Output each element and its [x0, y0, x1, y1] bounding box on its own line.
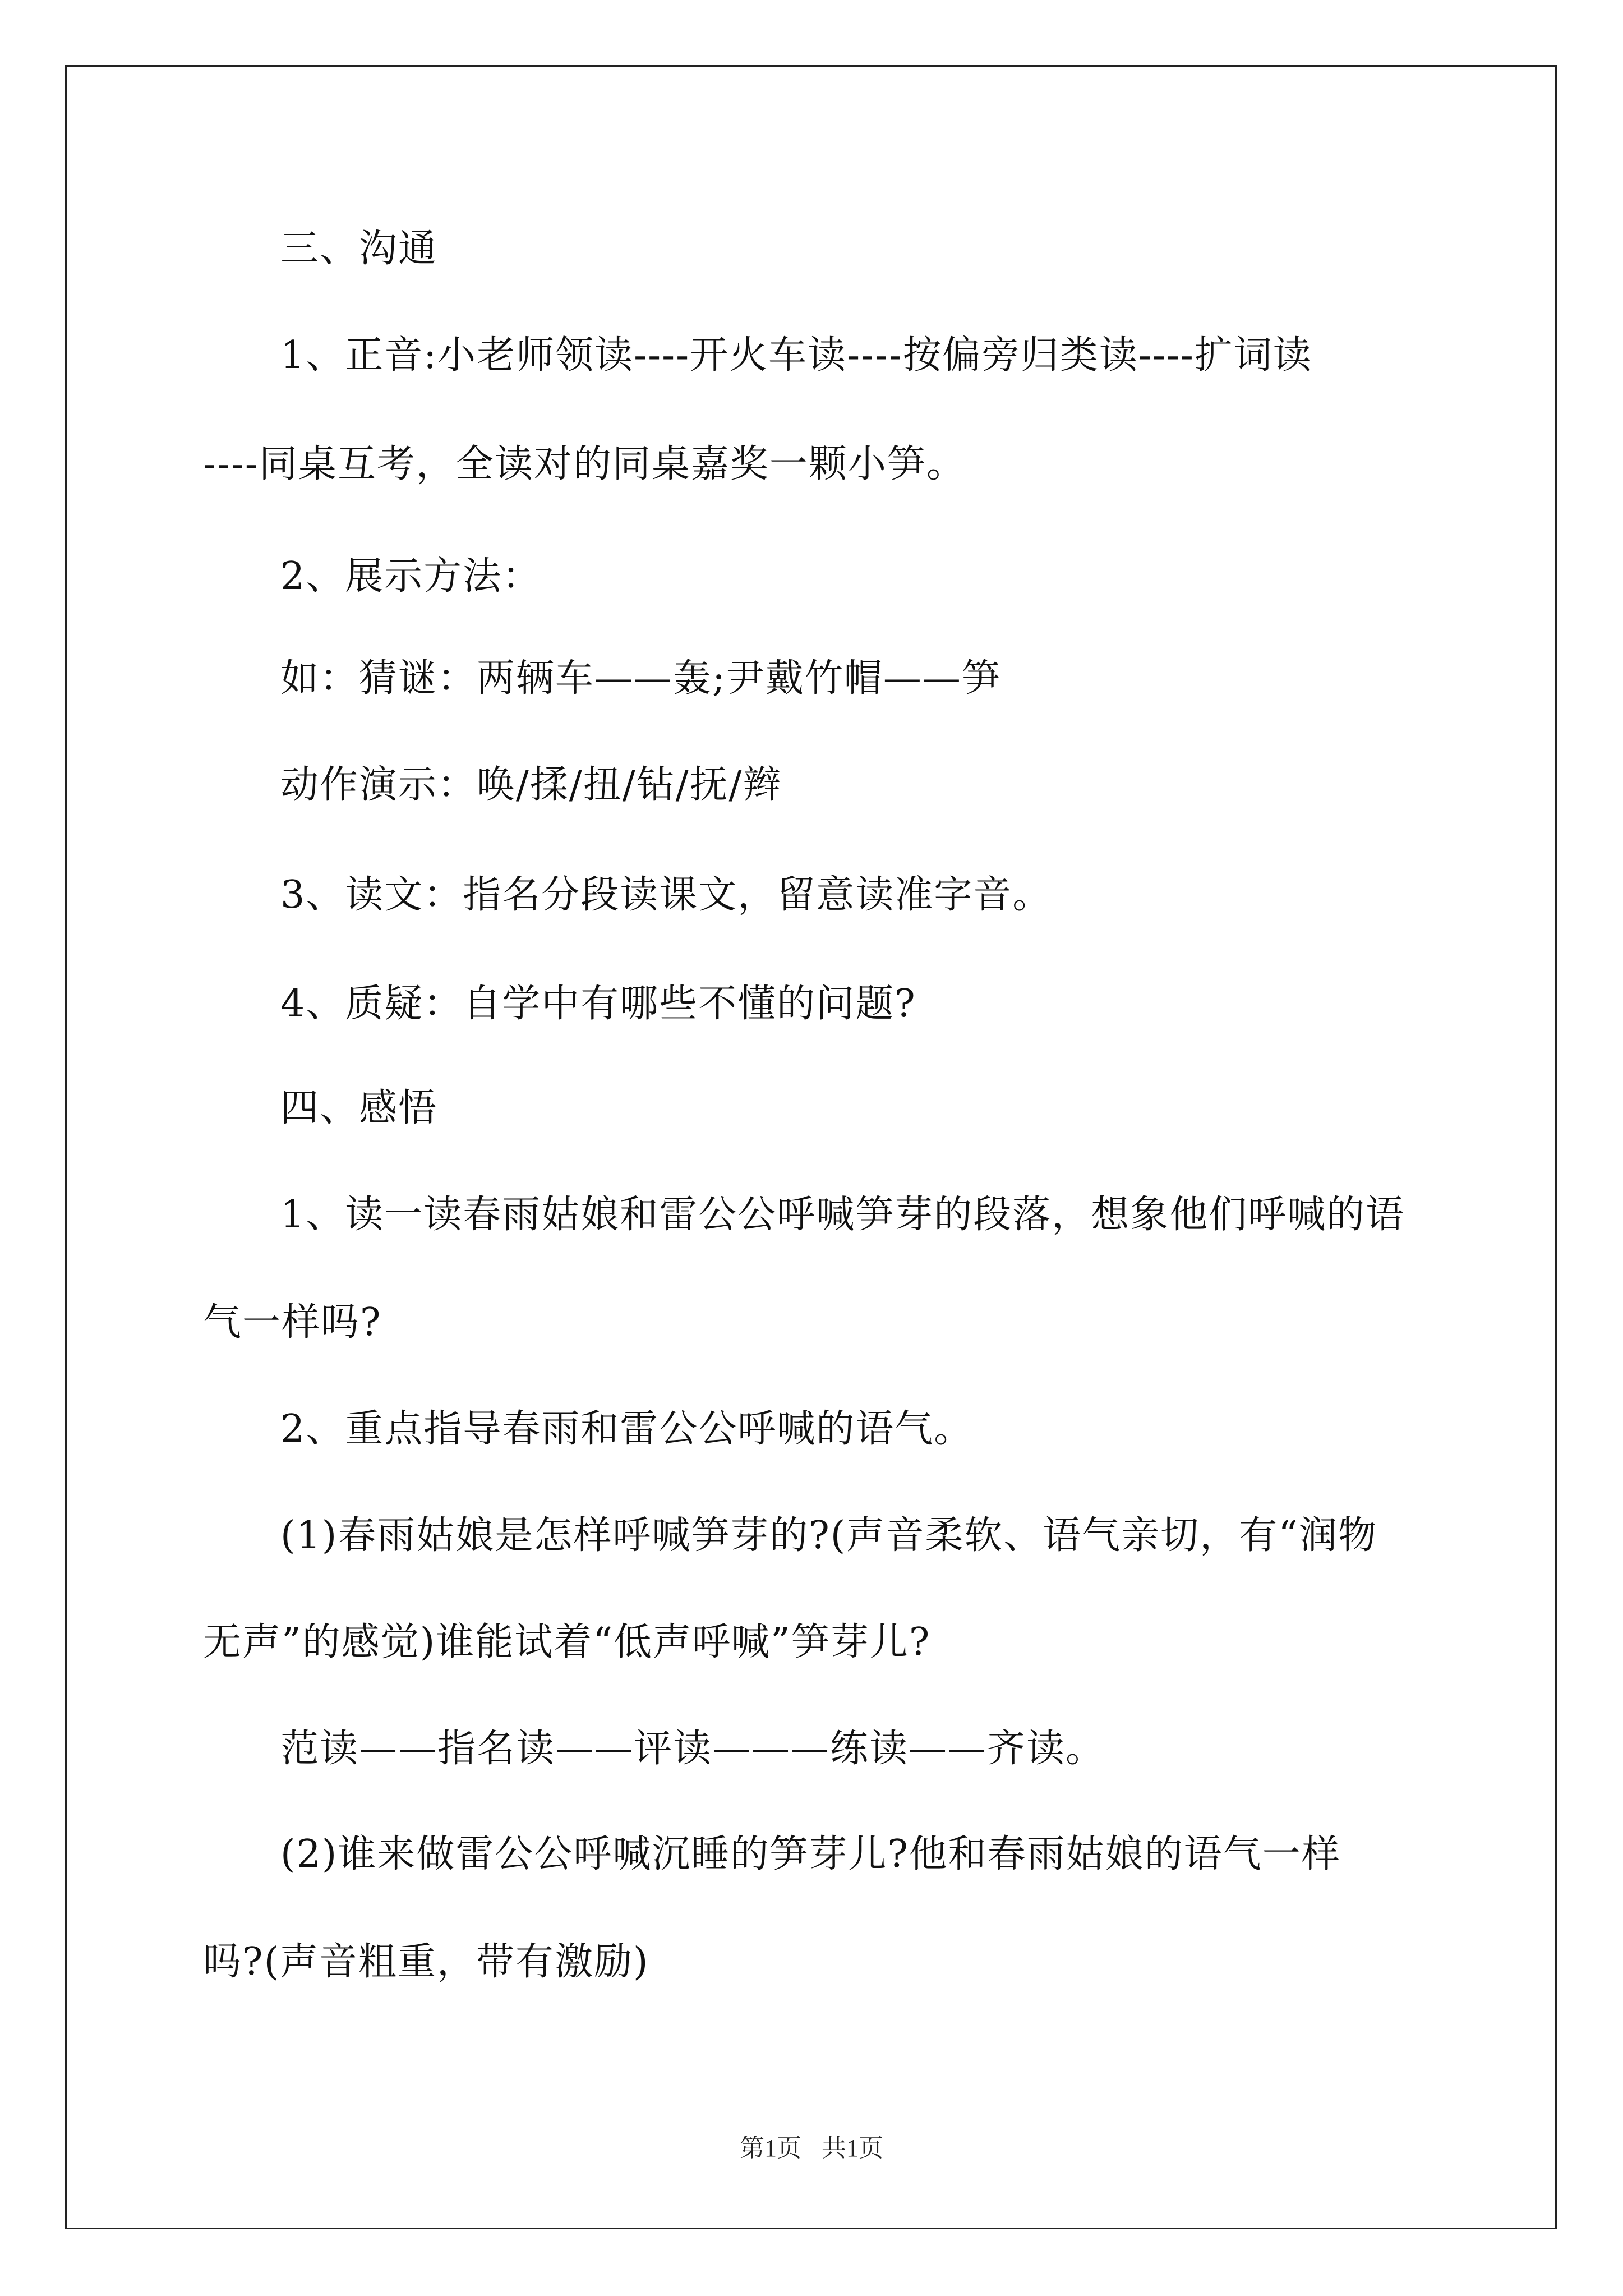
paragraph-line: 气一样吗?	[203, 1300, 382, 1345]
paragraph-line: 1、读一读春雨姑娘和雷公公呼喊笋芽的段落，想象他们呼喊的语	[280, 1193, 1405, 1237]
section-heading-insight: 四、感悟	[280, 1086, 438, 1130]
section-heading-communicate: 三、沟通	[280, 227, 438, 271]
page-total: 共1页	[822, 2134, 883, 2162]
page-number: 第1页	[740, 2134, 801, 2162]
paragraph-line: 3、读文：指名分段读课文，留意读准字音。	[280, 873, 1052, 917]
paragraph-line: (1)春雨姑娘是怎样呼喊笋芽的?(声音柔软、语气亲切，有“润物	[280, 1513, 1378, 1558]
paragraph-line: 如：猜谜：两辆车——轰;尹戴竹帽——笋	[280, 656, 1001, 701]
paragraph-line: 4、质疑：自学中有哪些不懂的问题?	[280, 982, 916, 1026]
paragraph-line: ----同桌互考，全读对的同桌嘉奖一颗小笋。	[203, 442, 966, 486]
paragraph-line: 动作演示：唤/揉/扭/钻/抚/辫	[280, 763, 782, 807]
page-footer	[0, 2133, 1623, 2164]
paragraph-line: 2、展示方法：	[280, 554, 542, 599]
paragraph-line: 2、重点指导春雨和雷公公呼喊的语气。	[280, 1407, 974, 1451]
paragraph-line: 吗?(声音粗重，带有激励)	[203, 1940, 649, 1984]
paragraph-line: 无声”的感觉)谁能试着“低声呼喊”笋芽儿?	[203, 1620, 931, 1664]
paragraph-line: 1、正音:小老师领读----开火车读----按偏旁归类读----扩词读	[280, 333, 1312, 378]
paragraph-line: 范读——指名读——评读———练读——齐读。	[280, 1727, 1105, 1771]
page-frame	[65, 65, 1557, 2229]
paragraph-line: (2)谁来做雷公公呼喊沉睡的笋芽儿?他和春雨姑娘的语气一样	[280, 1832, 1341, 1876]
